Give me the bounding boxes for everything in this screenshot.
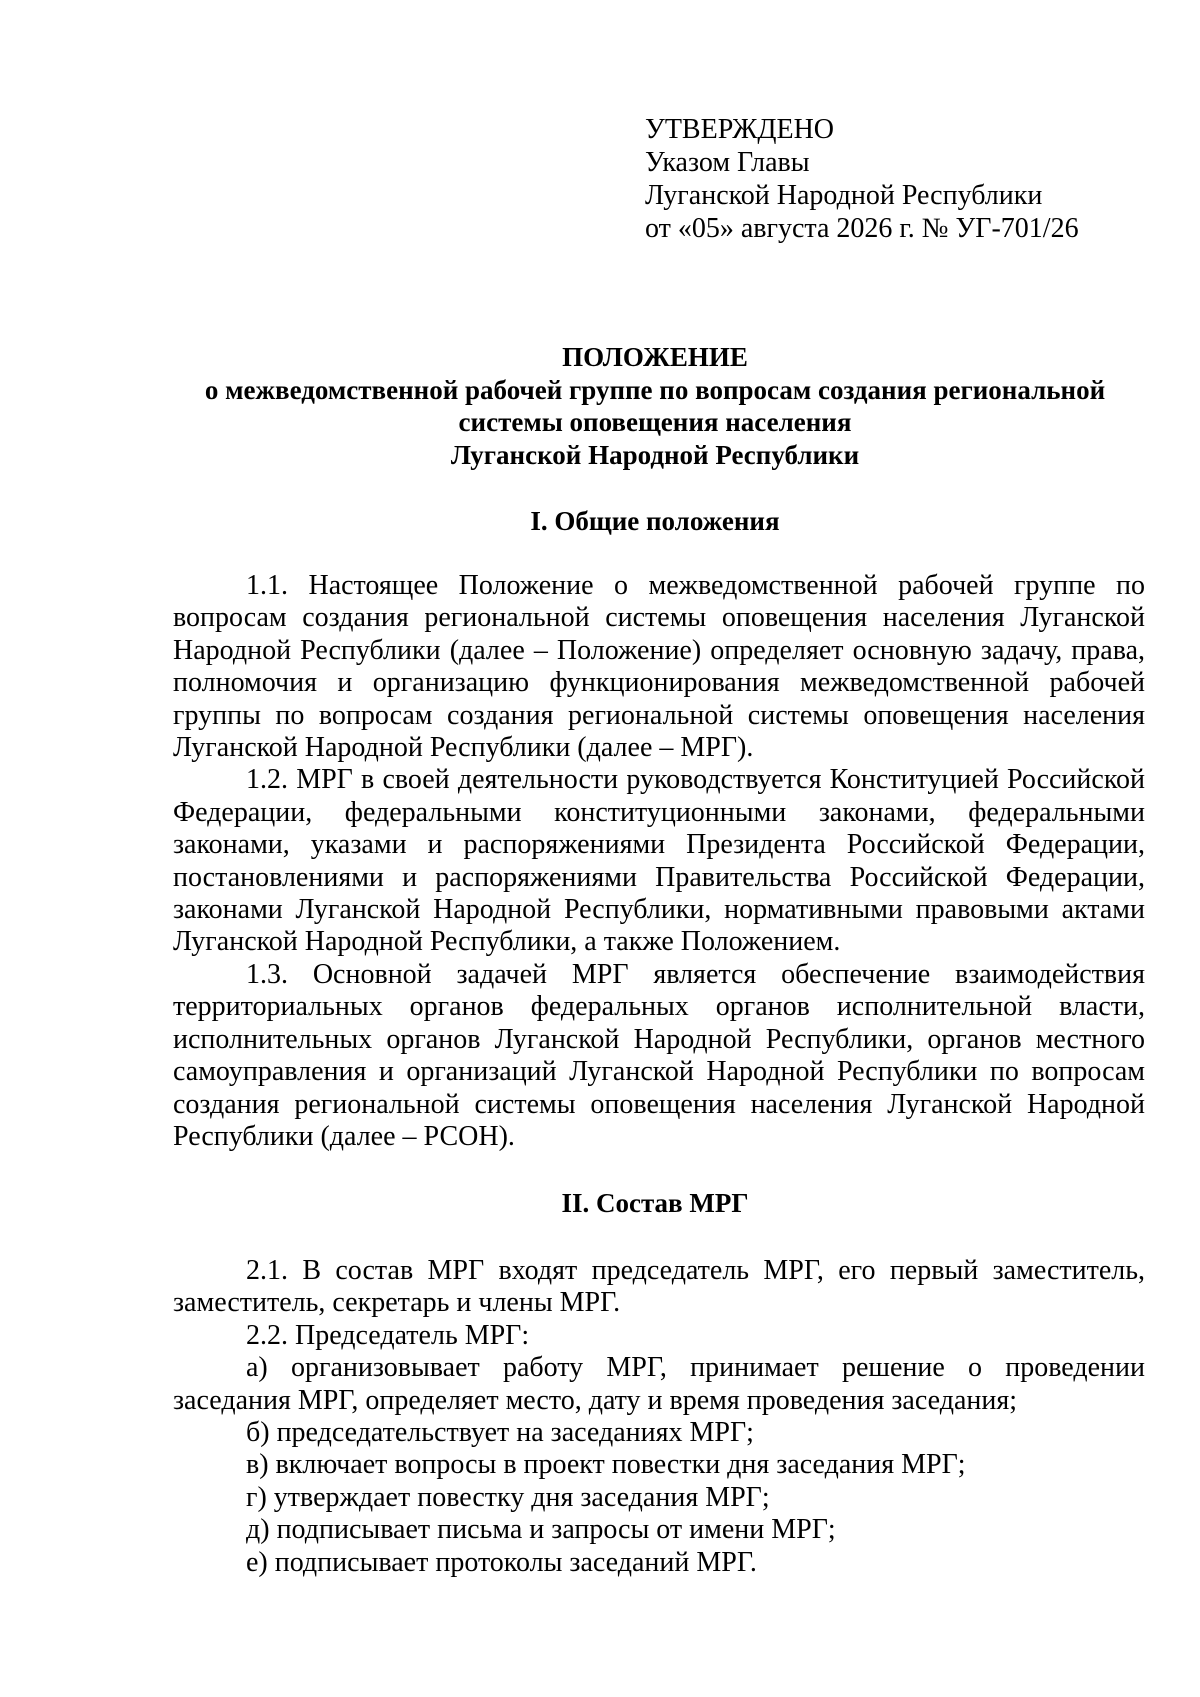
approval-line-republic: Луганской Народной Республики <box>645 180 1043 211</box>
title-line-3: системы оповещения населения <box>458 407 852 437</box>
paragraph-1-3: 1.3. Основной задачей МРГ является обеспечение взаимодействия территориальных органов федеральных органов исполнительной власти, исполнительных органов Луганской Народной Республики, органов местного самоуправления и организаций Луганской Народной Республики по вопросам создания региональной системы оповещения населения Луганской Народной Республики (далее – РСОН). <box>173 958 1145 1152</box>
title-line-2: о межведомственной рабочей группе по вопросам создания региональной <box>204 374 1106 405</box>
paragraph-1-1: 1.1. Настоящее Положение о межведомственной рабочей группе по вопросам создания региональной системы оповещения населения Луганской Народной Республики (далее – Положение) определяет основную задачу, права, полномочия и организацию функционирования межведомственной рабочей группы по вопросам создания региональной системы оповещения населения Луганской Народной Республики (далее – МРГ). <box>173 570 1145 764</box>
section-heading-composition: II. Состав МРГ <box>561 1188 749 1218</box>
section-heading-general: I. Общие положения <box>530 506 780 536</box>
list-item-v: в) включает вопросы в проект повестки дня заседания МРГ; <box>246 1449 966 1481</box>
section-body-composition <box>173 1255 1145 1579</box>
approval-line-date-number: от «05» августа 2026 г. № УГ-701/26 <box>645 213 1079 244</box>
title-line-4: Луганской Народной Республики <box>450 439 860 470</box>
title-line-1: ПОЛОЖЕНИЕ <box>562 342 748 372</box>
approval-line-decree: Указом Главы <box>645 147 810 178</box>
list-item-e: е) подписывает протоколы заседаний МРГ. <box>246 1546 757 1578</box>
document-title <box>160 341 1150 471</box>
list-item-b: б) председательствует на заседаниях МРГ; <box>246 1417 754 1449</box>
list-item-g: г) утверждает повестку дня заседания МРГ; <box>246 1481 770 1513</box>
paragraph-2-2: 2.2. Председатель МРГ: <box>246 1319 530 1351</box>
section-body-general <box>173 570 1145 1153</box>
paragraph-2-1: 2.1. В состав МРГ входят председатель МРГ, его первый заместитель, заместитель, секретарь и члены МРГ. <box>173 1255 1145 1319</box>
approval-line-approved: УТВЕРЖДЕНО <box>645 114 835 145</box>
list-item-a: а) организовывает работу МРГ, принимает решение о проведении заседания МРГ, определяет место, дату и время проведения заседания; <box>173 1352 1145 1416</box>
approval-stamp <box>645 113 1079 245</box>
paragraph-1-2: 1.2. МРГ в своей деятельности руководствуется Конституцией Российской Федерации, федеральными конституционными законами, федеральными законами, указами и распоряжениями Президента Российской Федерации, постановлениями и распоряжениями Правительства Российской Федерации, законами Луганской Народной Республики, нормативными правовыми актами Луганской Народной Республики, а также Положением. <box>173 764 1145 958</box>
list-item-d: д) подписывает письма и запросы от имени МРГ; <box>246 1514 836 1546</box>
